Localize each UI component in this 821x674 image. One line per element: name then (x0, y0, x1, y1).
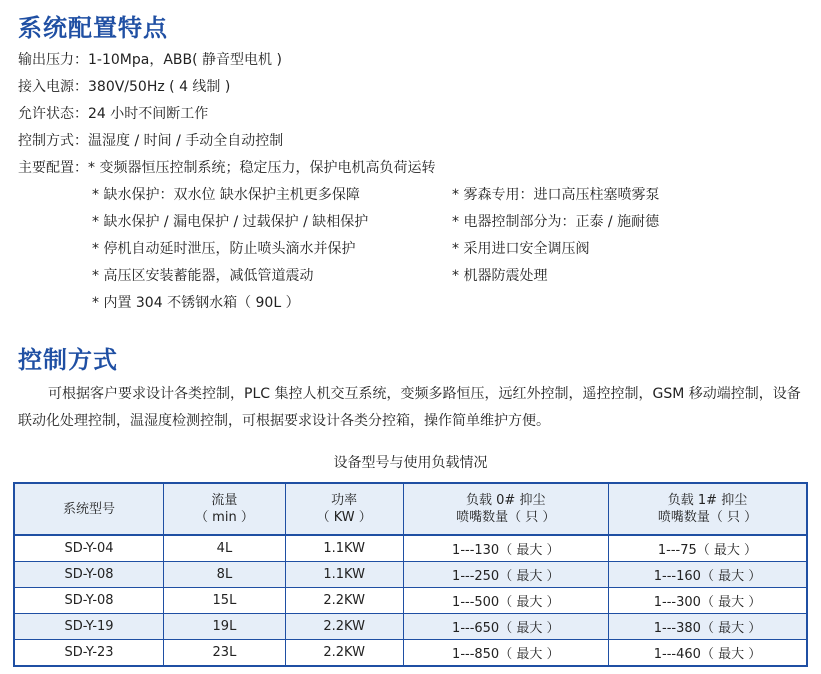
table-cell: SD-Y-04 (14, 535, 164, 562)
table-cell: 1---850（ 最大 ） (403, 640, 608, 667)
header-line: 喷嘴数量（ 只 ） (456, 510, 556, 525)
spec-label: 允许状态： (18, 106, 88, 122)
feature-right-item: * 机器防震处理 (452, 268, 548, 284)
table-cell: 2.2KW (285, 588, 403, 614)
spec-power-supply (18, 77, 230, 97)
table-cell: 23L (164, 640, 286, 667)
feature-left-item: * 缺水保护：双水位 缺水保护主机更多保障 (92, 187, 360, 203)
spec-output-pressure (18, 50, 282, 70)
table-row (14, 588, 807, 614)
spec-value: 380V/50Hz ( 4 线制 ) (88, 79, 231, 95)
table-row (14, 614, 807, 640)
header-power (285, 483, 403, 535)
feature-right-item: * 采用进口安全调压阀 (452, 241, 590, 257)
spec-main-config (18, 158, 435, 178)
table-header-row (14, 483, 807, 535)
table-cell: 2.2KW (285, 614, 403, 640)
section-title-control: 控制方式 (18, 346, 118, 374)
spec-allowed-status (18, 104, 208, 124)
spec-value: 温湿度 / 时间 / 手动全自动控制 (88, 133, 284, 149)
header-line: 流量 (211, 493, 238, 508)
table-cell: SD-Y-08 (14, 562, 164, 588)
table-caption: 设备型号与使用负载情况 (333, 455, 488, 471)
header-line: 喷嘴数量（ 只 ） (657, 510, 758, 525)
header-line: 负载 1# 抑尘 (667, 493, 748, 508)
header-line: 功率 (331, 493, 358, 508)
spec-label: 控制方式： (18, 133, 88, 149)
header-model (14, 483, 164, 535)
spec-label: 接入电源： (18, 79, 88, 95)
header-load-0 (403, 483, 608, 535)
table-row (14, 640, 807, 667)
section-title-features: 系统配置特点 (18, 14, 168, 42)
table-cell: 1---650（ 最大 ） (403, 614, 608, 640)
table-cell: 1.1KW (285, 562, 403, 588)
table-cell: 8L (164, 562, 286, 588)
spec-value: 24 小时不间断工作 (88, 106, 209, 122)
feature-left-item: * 内置 304 不锈钢水箱（ 90L ） (92, 295, 300, 311)
table-cell: SD-Y-19 (14, 614, 164, 640)
spec-value: * 变频器恒压控制系统；稳定压力，保护电机高负荷运转 (88, 160, 436, 176)
table-cell: 1---250（ 最大 ） (403, 562, 608, 588)
header-flow (164, 483, 286, 535)
model-load-table (13, 482, 808, 667)
table-cell: 1.1KW (285, 535, 403, 562)
table-cell: SD-Y-23 (14, 640, 164, 667)
header-load-1 (608, 483, 807, 535)
spec-label: 输出压力： (18, 52, 88, 68)
header-line: 负载 0# 抑尘 (466, 493, 546, 508)
spec-control-mode (18, 131, 283, 151)
table-cell: 4L (164, 535, 286, 562)
table-cell: 1---500（ 最大 ） (403, 588, 608, 614)
spec-label: 主要配置： (18, 160, 88, 176)
table-cell: 15L (164, 588, 286, 614)
table-cell: 1---460（ 最大 ） (608, 640, 807, 667)
header-line: （ min ） (195, 510, 254, 525)
table-cell: 19L (164, 614, 286, 640)
table-cell: 1---130（ 最大 ） (403, 535, 608, 562)
control-paragraph: 可根据客户要求设计各类控制，PLC 集控人机交互系统，变频多路恒压，远红外控制，遥控控制，GSM 移动端控制，设备联动化处理控制，温湿度检测控制，可根据要求设计各类分控箱，操作简单维护方便。 (18, 386, 801, 429)
feature-left-item: * 停机自动延时泄压，防止喷头滴水并保护 (92, 241, 356, 257)
header-line: 系统型号 (63, 501, 116, 517)
header-line: （ KW ） (316, 510, 372, 525)
feature-right-item: * 雾森专用：进口高压柱塞喷雾泵 (452, 187, 660, 203)
table-cell: 1---75（ 最大 ） (608, 535, 807, 562)
feature-left-item: * 高压区安装蓄能器，减低管道震动 (92, 268, 314, 284)
table-row (14, 535, 807, 562)
feature-left-item: * 缺水保护 / 漏电保护 / 过载保护 / 缺相保护 (92, 214, 369, 230)
table-cell: 1---300（ 最大 ） (608, 588, 807, 614)
table-cell: 1---160（ 最大 ） (608, 562, 807, 588)
feature-right-item: * 电器控制部分为：正泰 / 施耐德 (452, 214, 660, 230)
spec-value: 1-10Mpa，ABB( 静音型电机 ) (88, 52, 282, 68)
table-cell: 2.2KW (285, 640, 403, 667)
table-cell: 1---380（ 最大 ） (608, 614, 807, 640)
table-row (14, 562, 807, 588)
table-cell: SD-Y-08 (14, 588, 164, 614)
